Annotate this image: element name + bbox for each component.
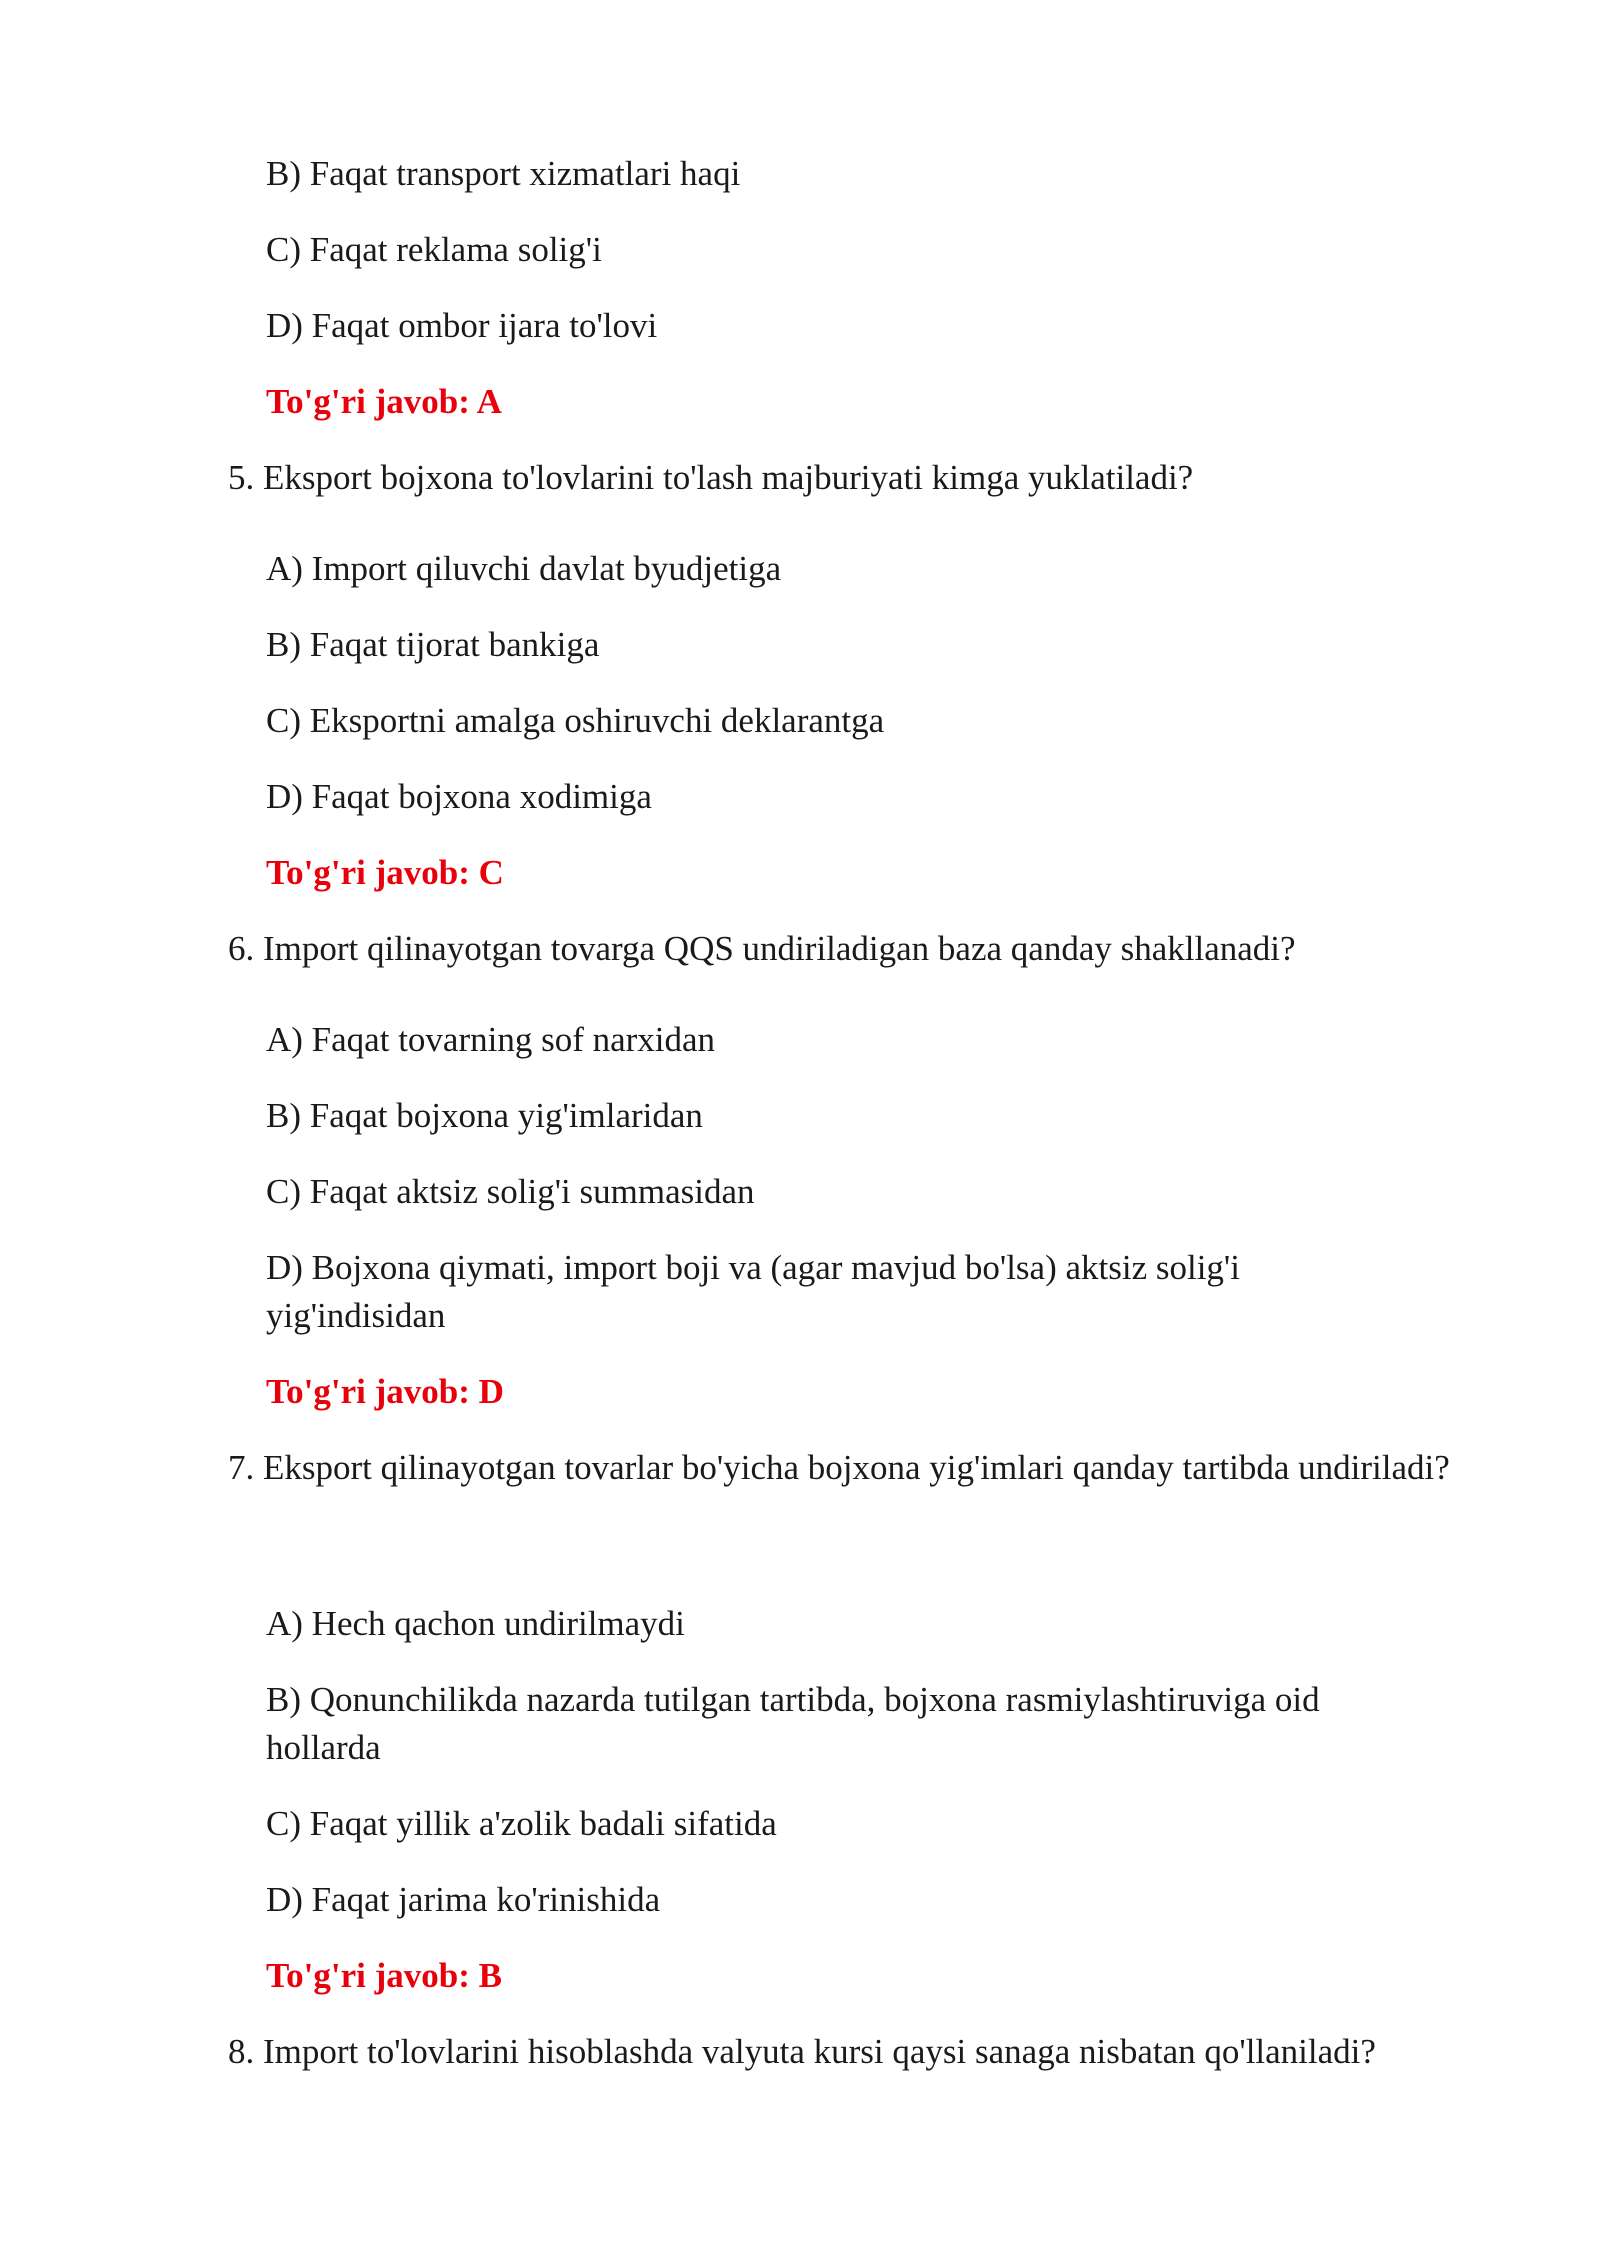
q6-option-d: D) Bojxona qiymati, import boji va (agar mavjud bo'lsa) aktsiz solig'i yig'indisidan (266, 1248, 1240, 1335)
q6-option-b: B) Faqat bojxona yig'imlaridan (266, 1096, 703, 1135)
q7-correct-answer: To'g'ri javob: B (266, 1956, 502, 1995)
q8-question: 8. Import to'lovlarini hisoblashda valyuta kursi qaysi sanaga nisbatan qo'llaniladi? (228, 2032, 1376, 2071)
q5-option-c: C) Eksportni amalga oshiruvchi deklarantga (266, 701, 885, 740)
q6-option-a: A) Faqat tovarning sof narxidan (266, 1020, 716, 1059)
q7-question: 7. Eksport qilinayotgan tovarlar bo'yicha bojxona yig'imlari qanday tartibda undiriladi? (228, 1448, 1450, 1487)
q4-correct-answer: To'g'ri javob: A (266, 382, 502, 421)
q7-option-c: C) Faqat yillik a'zolik badali sifatida (266, 1804, 777, 1843)
q7-option-a: A) Hech qachon undirilmaydi (266, 1604, 685, 1643)
q6-correct-answer: To'g'ri javob: D (266, 1372, 504, 1411)
q6-question: 6. Import qilinayotgan tovarga QQS undiriladigan baza qanday shakllanadi? (228, 929, 1296, 968)
q4-option-c: C) Faqat reklama solig'i (266, 230, 602, 269)
q4-option-b: B) Faqat transport xizmatlari haqi (266, 154, 741, 193)
q5-option-b: B) Faqat tijorat bankiga (266, 625, 600, 664)
q5-option-d: D) Faqat bojxona xodimiga (266, 777, 652, 816)
q7-option-d: D) Faqat jarima ko'rinishida (266, 1880, 661, 1919)
q5-option-a: A) Import qiluvchi davlat byudjetiga (266, 549, 782, 588)
q7-option-b: B) Qonunchilikda nazarda tutilgan tartibda, bojxona rasmiylashtiruviga oid hollarda (266, 1680, 1320, 1767)
q4-option-d: D) Faqat ombor ijara to'lovi (266, 306, 658, 345)
q5-correct-answer: To'g'ri javob: C (266, 853, 504, 892)
q6-option-c: C) Faqat aktsiz solig'i summasidan (266, 1172, 755, 1211)
q5-question: 5. Eksport bojxona to'lovlarini to'lash majburiyati kimga yuklatiladi? (228, 458, 1194, 497)
